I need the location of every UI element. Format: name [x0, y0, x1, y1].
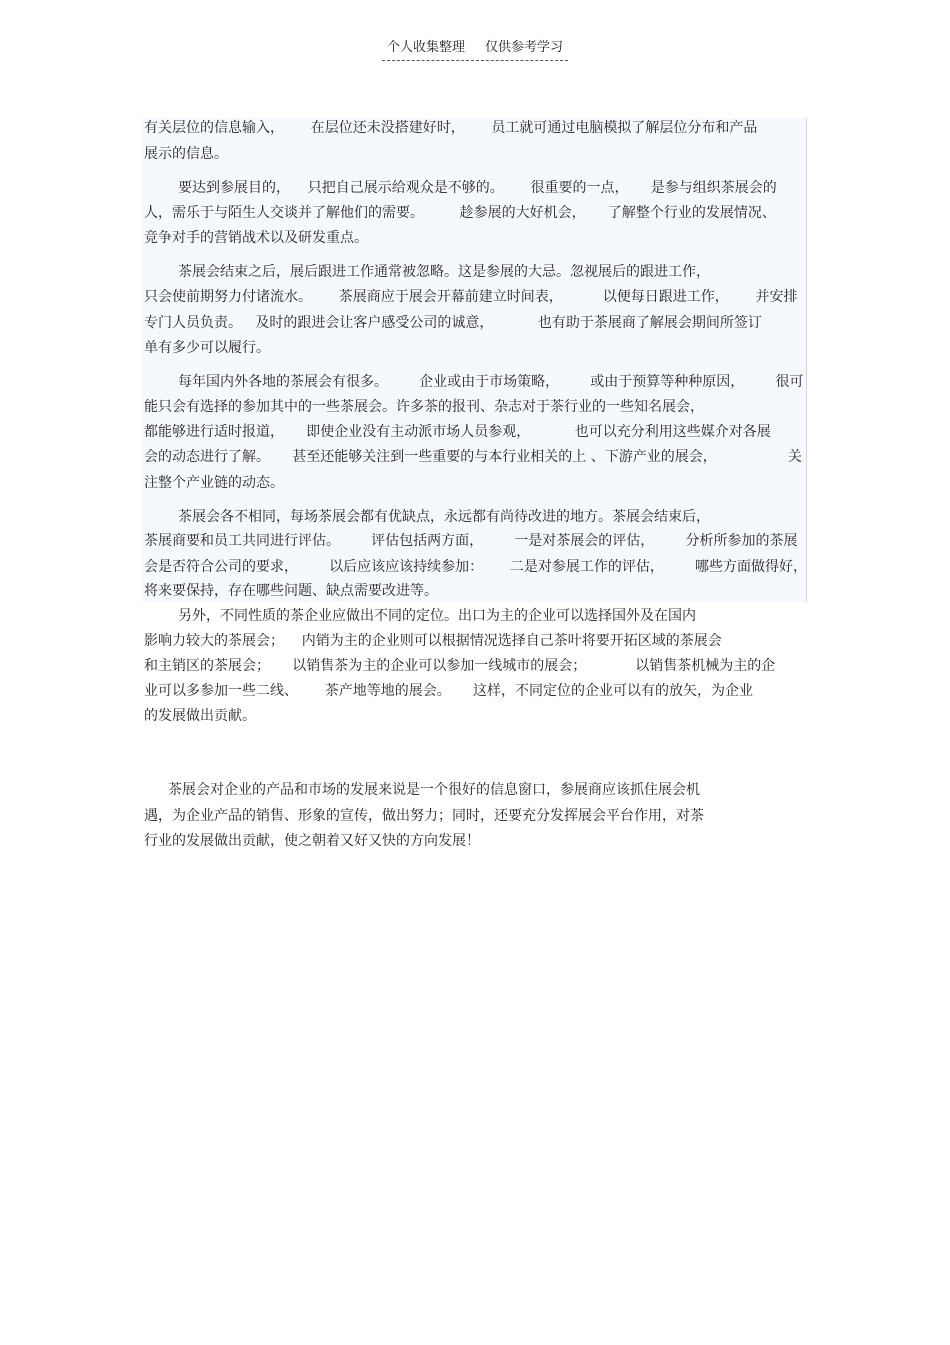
paragraph-line: 将来要保持，存在哪些问题、缺点需要改进等。: [144, 583, 438, 599]
paragraph-line: 都能够进行适时报道， 即使企业没有主动派市场人员参观， 也可以充分利用这些媒介对各展: [144, 424, 771, 440]
paragraph-line: 专门人员负责。 及时的跟进会让客户感受公司的诚意， 也有助于茶展商了解展会期间所签订: [144, 315, 762, 331]
paragraph-line: 会的动态进行了解。 甚至还能够关注到一些重要的与本行业相关的上 、下游产业的展会， 关: [144, 449, 802, 465]
paragraph-line: 茶展会结束之后，展后跟进工作通常被忽略。这是参展的大忌。忽视展后的跟进工作，: [178, 264, 710, 280]
paragraph-line: 的发展做出贡献。: [144, 708, 256, 724]
paragraph-line: 要达到参展目的， 只把自己展示给观众是不够的。 很重要的一点， 是参与组织茶展会的: [178, 180, 777, 196]
paragraph-line: 另外，不同性质的茶企业应做出不同的定位。出口为主的企业可以选择国外及在国内: [178, 608, 696, 624]
paragraph-line: 人，需乐于与陌生人交谈并了解他们的需要。 趁参展的大好机会， 了解整个行业的发展情况、: [144, 205, 776, 221]
paragraph-line: 遇，为企业产品的销售、形象的宣传，做出努力；同时，还要充分发挥展会平台作用，对茶: [144, 808, 704, 824]
paragraph-line: 和主销区的茶展会； 以销售茶为主的企业可以参加一线城市的展会； 以销售茶机械为主的企: [144, 658, 776, 674]
paragraph-line: 影响力较大的茶展会； 内销为主的企业则可以根据情况选择自己茶叶将要开拓区域的茶展会: [144, 633, 722, 649]
paragraph-line: 竞争对手的营销战术以及研发重点。: [144, 230, 368, 246]
paragraph-line: 单有多少可以履行。: [144, 340, 270, 356]
paragraph-line: 业可以多参加一些二线、 茶产地等地的展会。 这样，不同定位的企业可以有的放矢，为企业: [144, 683, 753, 699]
paragraph-line: 展示的信息。: [144, 146, 228, 162]
paragraph-line: 茶展会各不相同，每场茶展会都有优缺点，永远都有尚待改进的地方。茶展会结束后，: [178, 509, 710, 525]
paragraph-line: 行业的发展做出贡献，使之朝着又好又快的方向发展！: [144, 833, 480, 849]
paragraph-line: 能只会有选择的参加其中的一些茶展会。许多茶的报刊、杂志对于茶行业的一些知名展会，: [144, 399, 704, 415]
paragraph-line: 茶展会对企业的产品和市场的发展来说是一个很好的信息窗口，参展商应该抓住展会机: [168, 782, 700, 798]
paragraph-line: 有关层位的信息输入， 在层位还未没搭建好时， 员工就可通过电脑模拟了解层位分布和产品: [144, 120, 758, 136]
header-right-text: 仅供参考学习: [485, 40, 564, 55]
paragraph-line: 会是否符合公司的要求， 以后应该应该持续参加： 二是对参展工作的评估， 哪些方面做得好，: [144, 559, 808, 575]
paragraph-line: 注整个产业链的动态。: [144, 475, 284, 491]
paragraph-line: 茶展商要和员工共同进行评估。 评估包括两方面， 一是对茶展会的评估， 分析所参加的茶展: [144, 533, 798, 549]
page-header: [382, 40, 568, 61]
paragraph-line: 每年国内外各地的茶展会有很多。 企业或由于市场策略， 或由于预算等种种原因， 很可: [178, 374, 804, 390]
header-left-text: 个人收集整理: [386, 40, 465, 55]
paragraph-line: 只会使前期努力付诸流水。 茶展商应于展会开幕前建立时间表， 以便每日跟进工作， 并安排: [144, 289, 798, 305]
